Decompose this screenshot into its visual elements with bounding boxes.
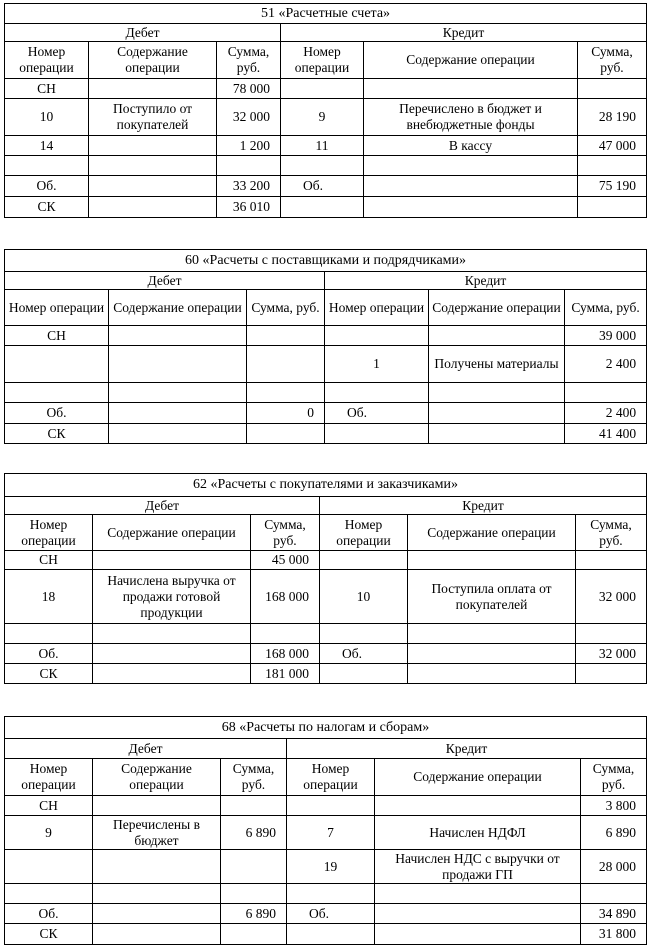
turnover-label: Об. xyxy=(5,644,93,664)
column-op-number: Номер операции xyxy=(5,759,93,796)
opening-debit-value: 78 000 xyxy=(217,79,281,99)
opening-balance-row xyxy=(5,79,647,99)
turnover-label: Об. xyxy=(5,403,109,424)
debit-header: Дебет xyxy=(5,497,320,515)
account-table xyxy=(4,3,647,218)
debit-op-number: 18 xyxy=(5,570,93,624)
credit-op-content: В кассу xyxy=(364,136,578,156)
column-header-row xyxy=(5,515,647,551)
column-op-content: Содержание операции xyxy=(93,515,251,551)
debit-op-content xyxy=(93,850,221,884)
debit-op-content xyxy=(93,624,251,644)
debit-header: Дебет xyxy=(5,272,325,290)
column-op-number: Номер операции xyxy=(5,42,89,79)
closing-balance-row xyxy=(5,197,647,218)
credit-op-number xyxy=(320,624,408,644)
empty-cell xyxy=(325,326,429,346)
turnover-row xyxy=(5,644,647,664)
credit-header: Кредит xyxy=(320,497,647,515)
column-op-number: Номер операции xyxy=(325,290,429,326)
debit-op-sum xyxy=(247,346,325,383)
closing-credit-value: 31 800 xyxy=(581,924,647,945)
closing-balance-row xyxy=(5,924,647,945)
column-op-content: Содержание операции xyxy=(429,290,565,326)
empty-cell xyxy=(287,924,375,945)
column-op-sum: Сумма, руб. xyxy=(217,42,281,79)
empty-cell xyxy=(408,644,576,664)
empty-cell xyxy=(93,644,251,664)
empty-cell xyxy=(281,197,364,218)
column-op-content: Содержание операции xyxy=(364,42,578,79)
credit-header: Кредит xyxy=(325,272,647,290)
empty-cell xyxy=(93,664,251,684)
operation-row xyxy=(5,383,647,403)
title-row xyxy=(5,717,647,739)
closing-balance-label: СК xyxy=(5,924,93,945)
empty-cell xyxy=(93,924,221,945)
turnover-credit-value: 34 890 xyxy=(581,904,647,924)
opening-credit-value: 3 800 xyxy=(581,796,647,816)
debit-op-number xyxy=(5,850,93,884)
closing-balance-label: СК xyxy=(5,197,89,218)
operation-row xyxy=(5,136,647,156)
credit-op-number: 10 xyxy=(320,570,408,624)
side-header-row xyxy=(5,497,647,515)
empty-cell xyxy=(429,424,565,444)
column-header-row xyxy=(5,759,647,796)
empty-cell xyxy=(429,326,565,346)
side-header-row xyxy=(5,272,647,290)
debit-op-content xyxy=(109,383,247,403)
credit-op-content xyxy=(375,884,581,904)
turnover-row xyxy=(5,176,647,197)
column-header-row xyxy=(5,42,647,79)
credit-op-sum xyxy=(576,624,647,644)
credit-op-number xyxy=(281,156,364,176)
credit-op-number: 7 xyxy=(287,816,375,850)
empty-cell xyxy=(364,197,578,218)
credit-header: Кредит xyxy=(281,24,647,42)
column-op-content: Содержание операции xyxy=(109,290,247,326)
credit-op-number xyxy=(287,884,375,904)
debit-op-number xyxy=(5,624,93,644)
credit-op-content: Начислен НДС с выручки от продажи ГП xyxy=(375,850,581,884)
credit-op-number: 1 xyxy=(325,346,429,383)
title-row xyxy=(5,474,647,497)
turnover-label: Об. xyxy=(320,644,408,664)
debit-op-sum xyxy=(251,624,320,644)
opening-credit-value xyxy=(578,79,647,99)
turnover-label: Об. xyxy=(325,403,429,424)
account-table xyxy=(4,473,647,684)
opening-balance-label: СН xyxy=(5,326,109,346)
debit-op-sum: 6 890 xyxy=(221,816,287,850)
empty-cell xyxy=(320,551,408,570)
closing-debit-value: 36 010 xyxy=(217,197,281,218)
side-header-row xyxy=(5,24,647,42)
empty-cell xyxy=(281,79,364,99)
credit-op-sum xyxy=(565,383,647,403)
credit-op-number: 19 xyxy=(287,850,375,884)
turnover-debit-value: 0 xyxy=(247,403,325,424)
debit-op-number xyxy=(5,156,89,176)
account-title: 60 «Расчеты с поставщиками и подрядчиками» xyxy=(5,250,647,272)
debit-header: Дебет xyxy=(5,739,287,759)
closing-credit-value: 41 400 xyxy=(565,424,647,444)
debit-op-content: Перечислены в бюджет xyxy=(93,816,221,850)
credit-op-sum: 32 000 xyxy=(576,570,647,624)
closing-balance-row xyxy=(5,424,647,444)
column-header-row xyxy=(5,290,647,326)
account-title: 68 «Расчеты по налогам и сборам» xyxy=(5,717,647,739)
opening-balance-label: СН xyxy=(5,796,93,816)
empty-cell xyxy=(325,424,429,444)
column-op-number: Номер операции xyxy=(5,515,93,551)
column-op-sum: Сумма, руб. xyxy=(581,759,647,796)
empty-cell xyxy=(408,551,576,570)
debit-op-sum: 32 000 xyxy=(217,99,281,136)
credit-op-number xyxy=(325,383,429,403)
empty-cell xyxy=(375,796,581,816)
debit-op-sum: 168 000 xyxy=(251,570,320,624)
credit-op-number: 9 xyxy=(281,99,364,136)
debit-op-sum xyxy=(221,884,287,904)
operation-row xyxy=(5,156,647,176)
column-op-content: Содержание операции xyxy=(89,42,217,79)
debit-header: Дебет xyxy=(5,24,281,42)
turnover-debit-value: 33 200 xyxy=(217,176,281,197)
turnover-credit-value: 75 190 xyxy=(578,176,647,197)
column-op-sum: Сумма, руб. xyxy=(576,515,647,551)
debit-op-sum: 1 200 xyxy=(217,136,281,156)
column-op-content: Содержание операции xyxy=(93,759,221,796)
empty-cell xyxy=(287,796,375,816)
turnover-credit-value: 32 000 xyxy=(576,644,647,664)
opening-debit-value: 45 000 xyxy=(251,551,320,570)
opening-balance-row xyxy=(5,796,647,816)
credit-op-content: Начислен НДФЛ xyxy=(375,816,581,850)
column-op-sum: Сумма, руб. xyxy=(565,290,647,326)
debit-op-sum xyxy=(217,156,281,176)
credit-op-sum: 28 190 xyxy=(578,99,647,136)
credit-op-sum xyxy=(581,884,647,904)
opening-debit-value xyxy=(221,796,287,816)
column-op-sum: Сумма, руб. xyxy=(221,759,287,796)
turnover-label: Об. xyxy=(281,176,364,197)
debit-op-content xyxy=(89,156,217,176)
empty-cell xyxy=(375,924,581,945)
account-table xyxy=(4,249,647,444)
operation-row xyxy=(5,816,647,850)
debit-op-content xyxy=(109,346,247,383)
credit-op-content: Получены материалы xyxy=(429,346,565,383)
empty-cell xyxy=(408,664,576,684)
debit-op-number xyxy=(5,383,109,403)
account-table xyxy=(4,716,647,945)
closing-debit-value xyxy=(221,924,287,945)
empty-cell xyxy=(364,176,578,197)
credit-op-sum: 6 890 xyxy=(581,816,647,850)
closing-balance-label: СК xyxy=(5,424,109,444)
debit-op-content: Начислена выручка от продажи готовой продукции xyxy=(93,570,251,624)
credit-header: Кредит xyxy=(287,739,647,759)
column-op-number: Номер операции xyxy=(287,759,375,796)
opening-debit-value xyxy=(247,326,325,346)
column-op-number: Номер операции xyxy=(281,42,364,79)
debit-op-sum xyxy=(247,383,325,403)
empty-cell xyxy=(93,904,221,924)
column-op-sum: Сумма, руб. xyxy=(247,290,325,326)
opening-credit-value: 39 000 xyxy=(565,326,647,346)
opening-balance-label: СН xyxy=(5,79,89,99)
empty-cell xyxy=(109,403,247,424)
credit-op-sum: 47 000 xyxy=(578,136,647,156)
debit-op-number xyxy=(5,884,93,904)
turnover-credit-value: 2 400 xyxy=(565,403,647,424)
credit-op-sum: 28 000 xyxy=(581,850,647,884)
closing-credit-value xyxy=(578,197,647,218)
empty-cell xyxy=(109,326,247,346)
operation-row xyxy=(5,850,647,884)
closing-balance-row xyxy=(5,664,647,684)
debit-op-number: 14 xyxy=(5,136,89,156)
column-op-sum: Сумма, руб. xyxy=(251,515,320,551)
operation-row xyxy=(5,884,647,904)
empty-cell xyxy=(89,176,217,197)
account-title: 51 «Расчетные счета» xyxy=(5,4,647,24)
operation-row xyxy=(5,99,647,136)
opening-balance-row xyxy=(5,551,647,570)
title-row xyxy=(5,4,647,24)
debit-op-number: 9 xyxy=(5,816,93,850)
empty-cell xyxy=(89,197,217,218)
empty-cell xyxy=(93,796,221,816)
column-op-content: Содержание операции xyxy=(408,515,576,551)
empty-cell xyxy=(364,79,578,99)
empty-cell xyxy=(429,403,565,424)
empty-cell xyxy=(89,79,217,99)
column-op-content: Содержание операции xyxy=(375,759,581,796)
debit-op-number: 10 xyxy=(5,99,89,136)
debit-op-content xyxy=(89,136,217,156)
turnover-label: Об. xyxy=(5,904,93,924)
credit-op-number: 11 xyxy=(281,136,364,156)
closing-credit-value xyxy=(576,664,647,684)
turnover-row xyxy=(5,904,647,924)
debit-op-content xyxy=(93,884,221,904)
empty-cell xyxy=(320,664,408,684)
debit-op-sum xyxy=(221,850,287,884)
column-op-number: Номер операции xyxy=(5,290,109,326)
turnover-debit-value: 168 000 xyxy=(251,644,320,664)
closing-debit-value: 181 000 xyxy=(251,664,320,684)
debit-op-content: Поступило от покупателей xyxy=(89,99,217,136)
opening-balance-label: СН xyxy=(5,551,93,570)
turnover-debit-value: 6 890 xyxy=(221,904,287,924)
turnover-row xyxy=(5,403,647,424)
operation-row xyxy=(5,346,647,383)
credit-op-sum xyxy=(578,156,647,176)
column-op-number: Номер операции xyxy=(320,515,408,551)
credit-op-content: Перечислено в бюджет и внебюджетные фонды xyxy=(364,99,578,136)
operation-row xyxy=(5,570,647,624)
credit-op-content xyxy=(364,156,578,176)
debit-op-number xyxy=(5,346,109,383)
credit-op-content: Поступила оплата от покупателей xyxy=(408,570,576,624)
title-row xyxy=(5,250,647,272)
credit-op-content xyxy=(429,383,565,403)
credit-op-sum: 2 400 xyxy=(565,346,647,383)
empty-cell xyxy=(375,904,581,924)
opening-balance-row xyxy=(5,326,647,346)
credit-op-content xyxy=(408,624,576,644)
turnover-label: Об. xyxy=(287,904,375,924)
empty-cell xyxy=(109,424,247,444)
operation-row xyxy=(5,624,647,644)
closing-balance-label: СК xyxy=(5,664,93,684)
side-header-row xyxy=(5,739,647,759)
opening-credit-value xyxy=(576,551,647,570)
closing-debit-value xyxy=(247,424,325,444)
account-title: 62 «Расчеты с покупателями и заказчиками» xyxy=(5,474,647,497)
empty-cell xyxy=(93,551,251,570)
turnover-label: Об. xyxy=(5,176,89,197)
column-op-sum: Сумма, руб. xyxy=(578,42,647,79)
